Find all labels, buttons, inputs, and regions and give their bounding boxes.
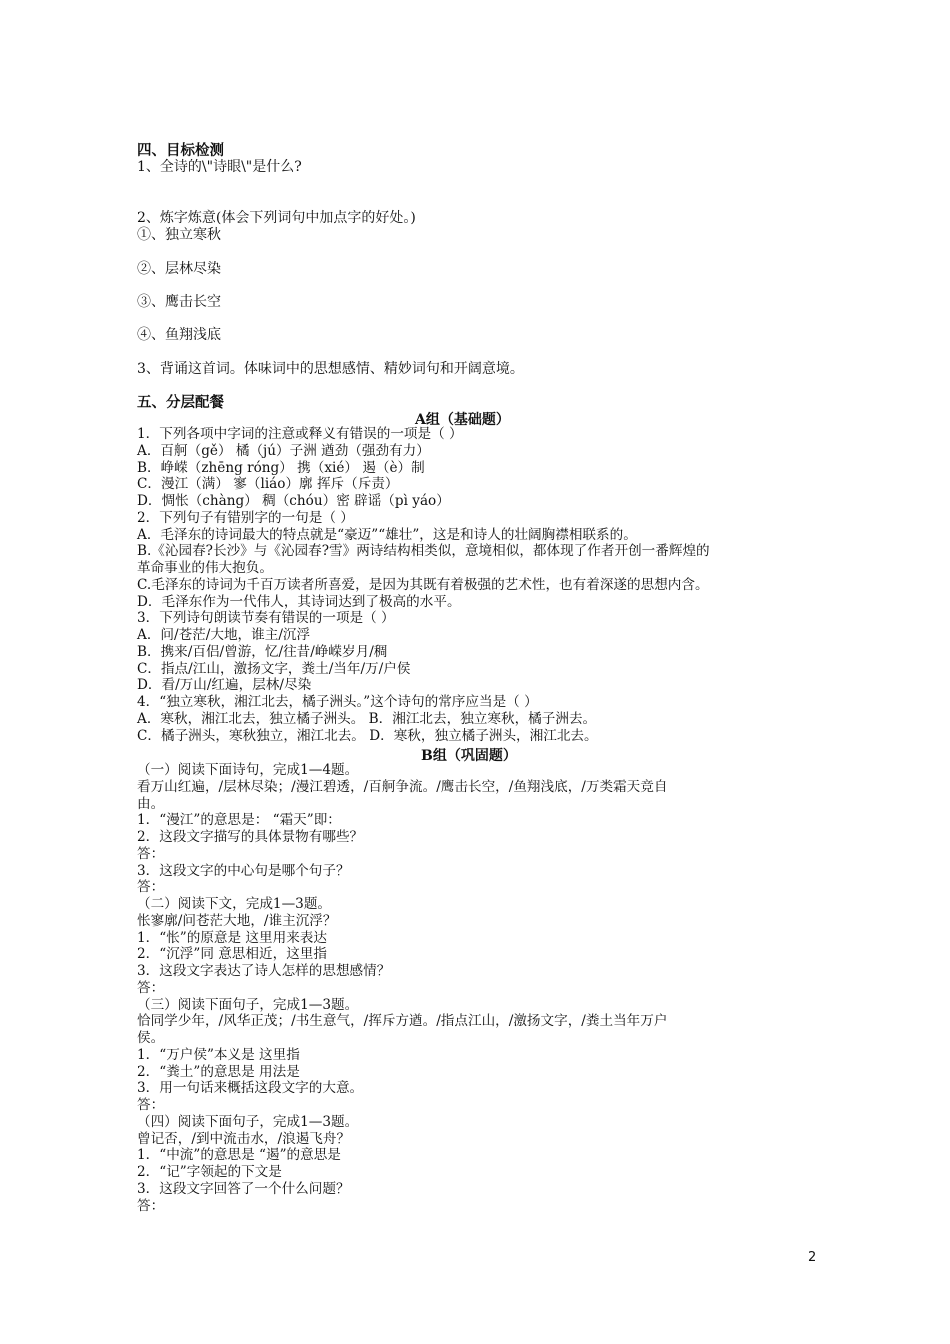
text-line: D．惆怅（chàng） 稠（chóu）密 辟谣（pì yáo） <box>137 493 450 509</box>
text-line: 怅寥廓/问苍茫大地，/谁主沉浮？ <box>137 912 337 929</box>
text-line: C．漫江（满） 寥（liáo）廓 挥斥（斥责） <box>137 476 399 493</box>
text-line: B．峥嵘（zhēng róng） 携（xié） 遏（è）制 <box>137 459 425 476</box>
word-item: ①、独立寒秋 <box>137 227 221 243</box>
text-line: 恰同学少年，/风华正茂；/书生意气，/挥斥方遒。/指点江山，/激扬文字，/粪土当年万户 <box>137 1013 668 1030</box>
group-b-title: B组（巩固题） <box>421 748 517 764</box>
text-line: B.《沁园春?长沙》与《沁园春?雪》两诗结构相类似，意境相似，都体现了作者开创一番辉煌的 <box>137 543 710 560</box>
text-line: D．毛泽东作为一代伟人，其诗词达到了极高的水平。 <box>137 593 461 610</box>
text-line: 1．下列各项中字词的注意或释义有错误的一项是（ ） <box>137 426 463 442</box>
text-line: （二）阅读下文，完成1—3题。 <box>137 896 332 912</box>
text-line: 2．下列句子有错别字的一句是（ ） <box>137 509 354 526</box>
text-line: C.毛泽东的诗词为千百万读者所喜爱，是因为其既有着极强的艺术性，也有着深遂的思想内含。 <box>137 576 709 593</box>
text-line: 曾记否，/到中流击水，/浪遏飞舟？ <box>137 1130 351 1147</box>
page-number: 2 <box>808 1250 817 1265</box>
text-line: 答： <box>137 879 165 896</box>
text-line: A．问/苍茫/大地，谁主/沉浮 <box>137 627 311 643</box>
text-line: （一）阅读下面诗句，完成1—4题。 <box>137 762 359 778</box>
text-line: （四）阅读下面句子，完成1—3题。 <box>137 1113 359 1130</box>
text-line: 3．下列诗句朗读节奏有错误的一项是（ ） <box>137 610 395 627</box>
text-line: （三）阅读下面句子，完成1—3题。 <box>137 996 359 1013</box>
text-line: 答： <box>137 979 165 996</box>
text-line: A．百舸（gě） 橘（jú）子洲 遒劲（强劲有力） <box>137 442 430 459</box>
text-line: D．看/万山/红遍，层林/尽染 <box>137 677 312 694</box>
text-line: 看万山红遍，/层林尽染；/漫江碧透，/百舸争流。/鹰击长空，/鱼翔浅底，/万类霜天竞自 <box>137 778 668 795</box>
question-3: 3、背诵这首词。体味词中的思想感情、精妙词句和开阔意境。 <box>137 361 524 377</box>
text-line: 3．用一句话来概括这段文字的大意。 <box>137 1080 364 1097</box>
question-2: 2、炼字炼意(体会下列词句中加点字的好处。) <box>137 210 416 226</box>
text-line: C．指点/江山，激扬文字，粪土/当年/万/户侯 <box>137 660 411 677</box>
text-line: 2．这段文字描写的具体景物有哪些？ <box>137 829 364 845</box>
word-item: ③、鹰击长空 <box>137 294 221 310</box>
text-line: 1．“中流”的意思是 “遏”的意思是 <box>137 1147 341 1164</box>
word-item: ②、层林尽染 <box>137 261 221 277</box>
word-item: ④、鱼翔浅底 <box>137 327 221 343</box>
question-1: 1、全诗的\"诗眼\"是什么? <box>137 159 302 175</box>
text-line: 答： <box>137 845 165 862</box>
text-line: 2．“粪土”的意思是 用法是 <box>137 1063 300 1080</box>
text-line: C．橘子洲头，寒秋独立，湘江北去。 D．寒秋，独立橘子洲头，湘江北去。 <box>137 727 598 744</box>
text-line: B．携来/百侣/曾游，忆/往昔/峥嵘岁月/稠 <box>137 643 388 660</box>
text-line: 答： <box>137 1097 165 1113</box>
text-line: A．寒秋，湘江北去，独立橘子洲头。 B．湘江北去，独立寒秋，橘子洲去。 <box>137 710 597 727</box>
text-line: 答： <box>137 1197 165 1214</box>
text-line: 3．这段文字的中心句是哪个句子？ <box>137 862 350 879</box>
group-a-title: A组（基础题） <box>415 412 510 428</box>
text-line: 1．“万户侯”本义是 这里指 <box>137 1046 300 1063</box>
section-5-title: 五、分层配餐 <box>137 394 224 411</box>
section-4-title: 四、目标检测 <box>137 142 224 159</box>
text-line: 3．这段文字表达了诗人怎样的思想感情？ <box>137 963 391 979</box>
text-line: 2．“沉浮”同 意思相近，这里指 <box>137 946 327 963</box>
text-line: 1．“漫江”的意思是： “霜天”即： <box>137 812 341 829</box>
text-line: 革命事业的伟大抱负。 <box>137 560 273 576</box>
text-line: A．毛泽东的诗词最大的特点就是“豪迈”“雄壮”，这是和诗人的壮阔胸襟相联系的。 <box>137 526 637 543</box>
text-line: 1．“怅”的原意是 这里用来表达 <box>137 929 327 946</box>
text-line: 4．“独立寒秋，湘江北去，橘子洲头。”这个诗句的常序应当是（ ） <box>137 694 538 710</box>
text-line: 2．“记”字领起的下文是 <box>137 1164 282 1180</box>
text-line: 侯。 <box>137 1030 165 1046</box>
text-line: 3．这段文字回答了一个什么问题？ <box>137 1180 350 1197</box>
text-line: 由。 <box>137 795 165 812</box>
